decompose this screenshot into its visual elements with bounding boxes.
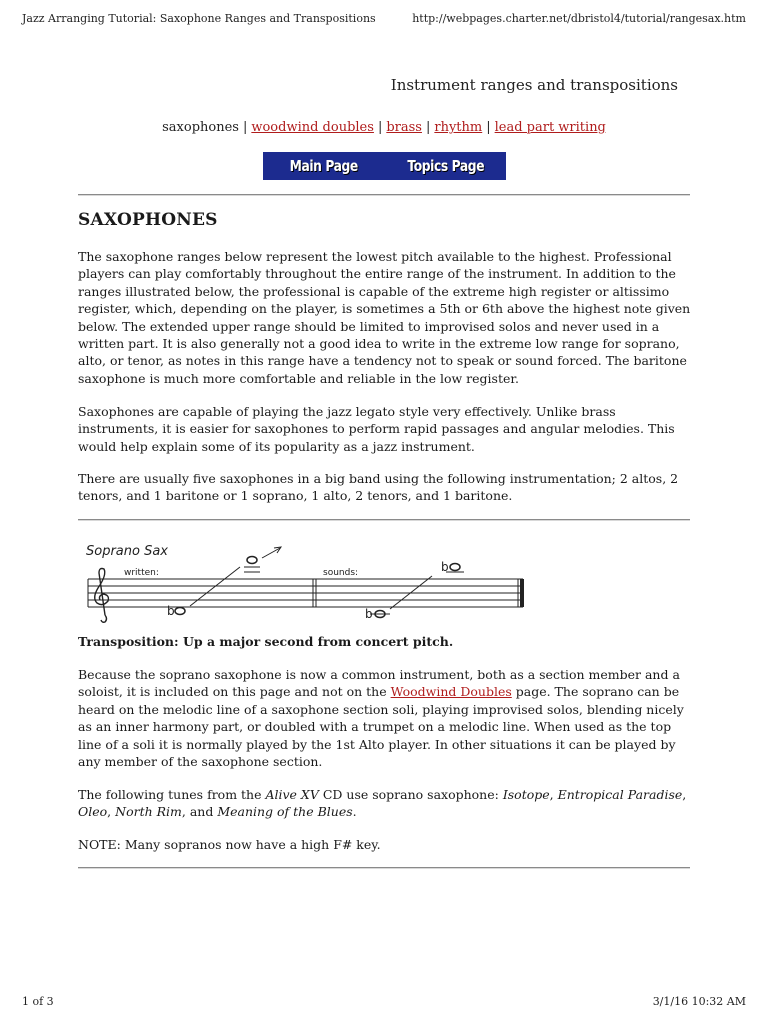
intro-paragraph	[78, 248, 694, 387]
subnav-link-woodwind[interactable]: woodwind doubles	[251, 120, 374, 135]
tune-entropical-paradise: Entropical Paradise	[557, 787, 683, 802]
paragraph-ranges: The saxophone ranges below represent the lowest pitch available to the highest. Professional players can play comfortably throughout the entire range of the instrument. In addition to the ranges illustrated below, the professional is capable of the extreme high register or altissimo register, which, depending on the player, is sometimes a 5th or 6th above the highest note given below. The extended upper range should be limited to improvised solos and never used in a written part. It is also generally not a good idea to write in the extreme low range for soprano, alto, or tenor, as notes in this range have a tendency not to speak or sound forced. The baritone saxophone is much more comfortable and reliable in the low register.	[78, 249, 691, 386]
tune-oleo: Oleo	[78, 804, 108, 820]
tune-north-rim: North Rim	[115, 804, 182, 820]
comma: ,	[682, 787, 687, 802]
sounds-high-note	[450, 564, 460, 571]
sounds-low-flat: b	[365, 607, 373, 621]
sounds-high-flat: b	[441, 560, 449, 574]
subnav-sep: |	[486, 120, 491, 135]
soprano-text-a: Because the soprano saxophone is now a common instrument, both as a section member and a soloist, it is included on this page and not on the	[78, 667, 680, 700]
sounds-label: sounds:	[323, 568, 359, 578]
subnav-sep: |	[425, 120, 431, 135]
subnav-link-lead-part[interactable]: lead part writing	[494, 120, 606, 135]
subnav	[0, 120, 768, 135]
nav-button-bar	[263, 152, 506, 180]
period: .	[352, 804, 357, 820]
transposition-text: Transposition: Up a major second from concert pitch.	[78, 634, 454, 649]
subnav-link-rhythm[interactable]: rhythm	[434, 120, 483, 135]
comma: ,	[549, 787, 558, 802]
divider-bottom	[78, 867, 690, 869]
page-number: 1 of 3	[22, 995, 54, 1008]
woodwind-doubles-link[interactable]: Woodwind Doubles	[390, 684, 512, 700]
treble-clef-icon	[95, 569, 109, 623]
page-heading: Instrument ranges and transpositions	[390, 76, 678, 94]
written-low-flat: b	[167, 604, 175, 618]
soprano-paragraph	[78, 666, 694, 770]
divider-middle	[78, 519, 690, 521]
cd-title: Alive XV	[265, 787, 319, 802]
tunes-paragraph	[78, 786, 694, 821]
tune-isotope: Isotope	[502, 787, 550, 802]
soprano-sax-range-staff	[78, 536, 538, 626]
tune-meaning-of-the-blues: Meaning of the Blues	[217, 804, 353, 820]
print-title: Jazz Arranging Tutorial: Saxophone Ranges and Transpositions	[22, 12, 376, 25]
tunes-intro: The following tunes from the	[78, 787, 266, 802]
legato-paragraph	[78, 403, 694, 455]
print-datetime: 3/1/16 10:32 AM	[652, 995, 746, 1008]
topics-page-button[interactable]: Topics Page	[406, 157, 484, 175]
divider-top	[78, 194, 690, 196]
staff-title: Soprano Sax	[86, 544, 169, 559]
section-title: SAXOPHONES	[78, 210, 218, 230]
subnav-current: saxophones	[162, 120, 239, 135]
print-footer	[22, 995, 746, 1008]
subnav-sep: |	[377, 120, 383, 135]
written-high-note	[247, 557, 257, 564]
subnav-sep: |	[242, 120, 248, 135]
comma: ,	[107, 804, 116, 820]
print-url: http://webpages.charter.net/dbristol4/tutorial/rangesax.htm	[412, 12, 746, 25]
paragraph-instrumentation: There are usually five saxophones in a big band using the following instrumentation; 2 altos, 2 tenors, and 1 baritone or 1 soprano, 1 alto, 2 tenors, and 1 baritone.	[78, 471, 679, 504]
main-page-button[interactable]: Main Page	[289, 157, 358, 175]
barline-end-thick	[520, 579, 524, 607]
arrowhead-icon	[274, 547, 281, 553]
print-header	[22, 12, 746, 25]
subnav-link-brass[interactable]: brass	[386, 120, 422, 135]
paragraph-legato: Saxophones are capable of playing the jazz legato style very effectively. Unlike brass instruments, it is easier for saxophones to perform rapid passages and angular melodies. This would help explain some of its popularity as a jazz instrument.	[78, 404, 675, 454]
instrumentation-paragraph	[78, 470, 694, 505]
soprano-text-b: page. The soprano can be heard on the melodic line of a saxophone section soli, playing improvised solos, blending nicely as an inner harmony part, or doubled with a trumpet on a melodic line. When used as the top line of a soli it is normally played by the 1st Alto player. In other situations it can be played by any member of the saxophone section.	[78, 684, 684, 770]
and-text: , and	[181, 804, 218, 820]
written-label: written:	[124, 568, 159, 578]
written-low-note	[175, 608, 185, 615]
staff-lines	[88, 579, 523, 607]
note-text: NOTE: Many sopranos now have a high F# key.	[78, 837, 381, 852]
tunes-text: CD use soprano saxophone:	[318, 787, 503, 802]
